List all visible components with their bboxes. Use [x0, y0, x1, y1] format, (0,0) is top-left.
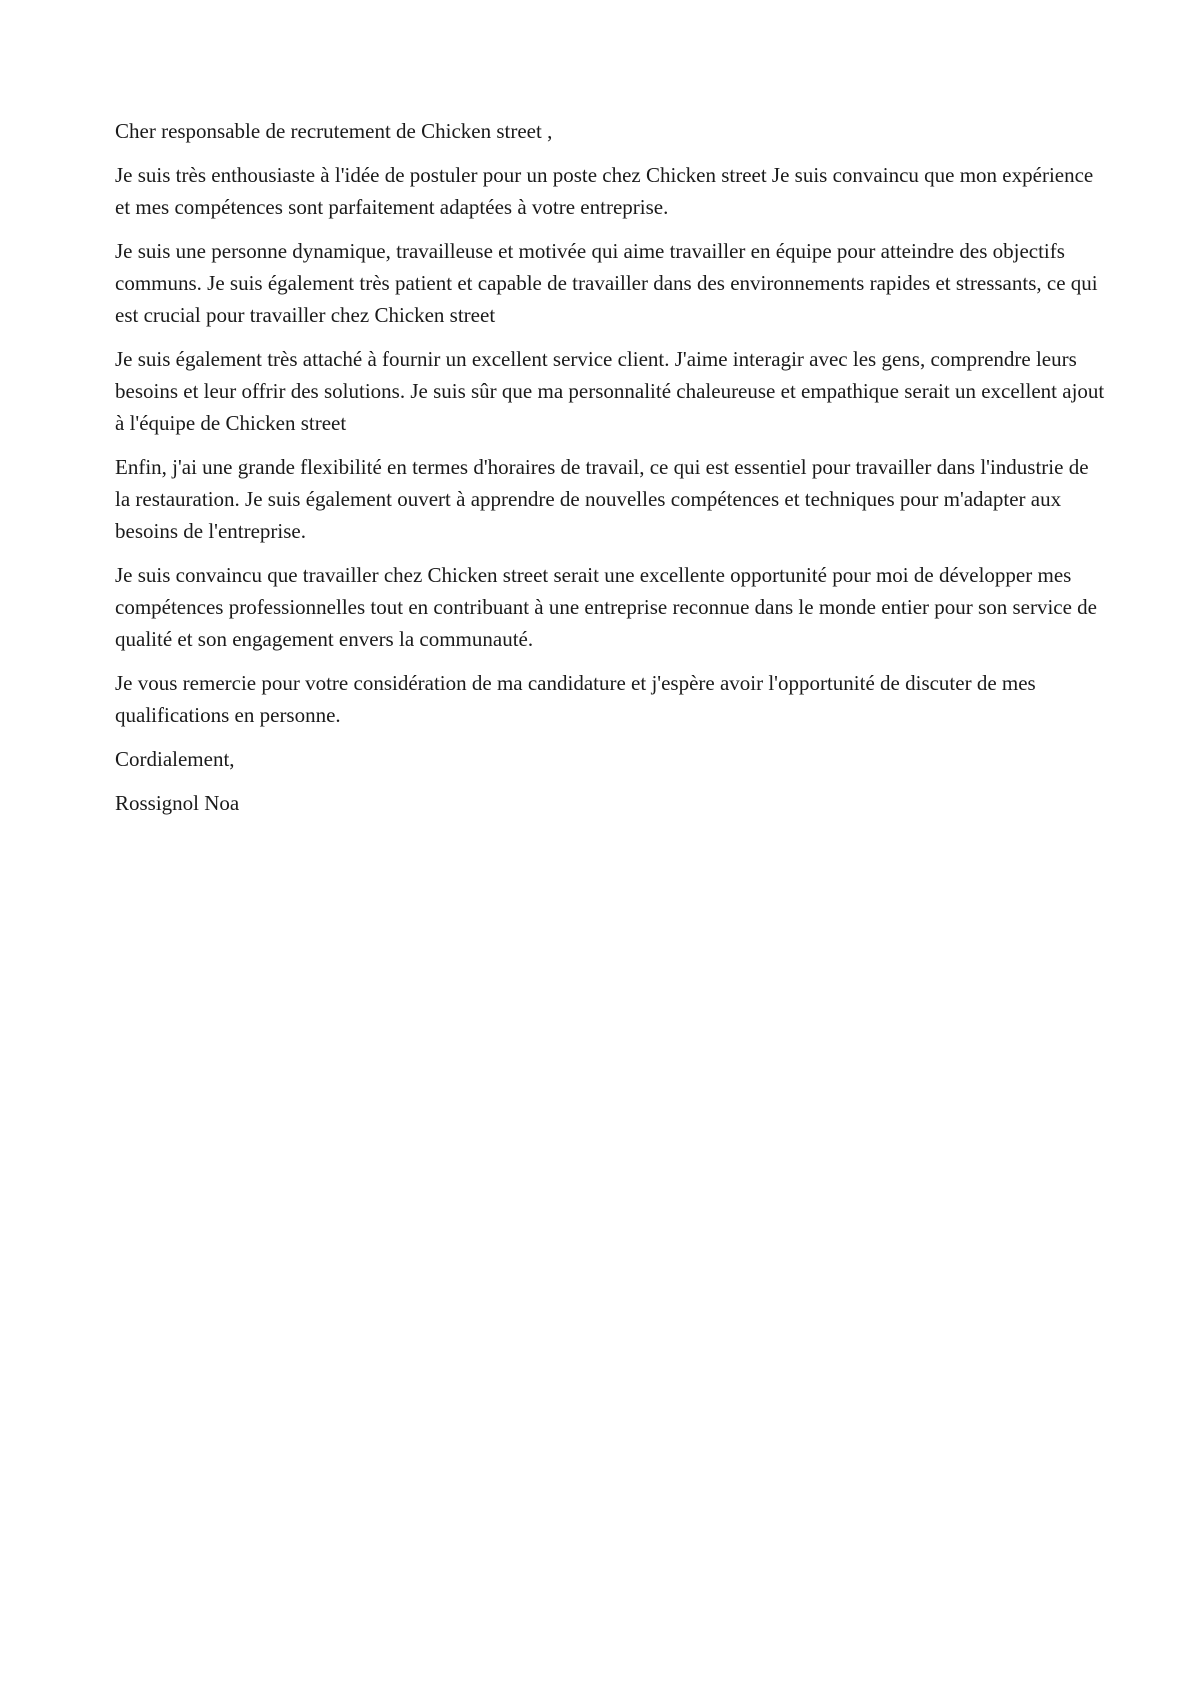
cover-letter	[115, 115, 1105, 831]
letter-paragraph-1: Je suis très enthousiaste à l'idée de postuler pour un poste chez Chicken street Je suis convaincu que mon expérience et mes compétences sont parfaitement adaptées à votre entreprise.	[115, 163, 1094, 219]
letter-paragraph-3: Je suis également très attaché à fournir un excellent service client. J'aime interagir avec les gens, comprendre leurs besoins et leur offrir des solutions. Je suis sûr que ma personnalité chaleureuse et empathique serait un excellent ajout à l'équipe de Chicken street	[115, 347, 1105, 435]
letter-paragraph-5: Je suis convaincu que travailler chez Chicken street serait une excellente opportunité pour moi de développer mes compétences professionnelles tout en contribuant à une entreprise reconnue dans le monde entier pour son service de qualité et son engagement envers la communauté.	[115, 563, 1097, 651]
letter-paragraph-2: Je suis une personne dynamique, travailleuse et motivée qui aime travailler en équipe pour atteindre des objectifs communs. Je suis également très patient et capable de travailler dans des environnements rapides et stressants, ce qui est crucial pour travailler chez Chicken street	[115, 239, 1098, 327]
letter-closing: Cordialement,	[115, 747, 235, 771]
letter-paragraph-4: Enfin, j'ai une grande flexibilité en termes d'horaires de travail, ce qui est essentiel pour travailler dans l'industrie de la restauration. Je suis également ouvert à apprendre de nouvelles compétences et techniques pour m'adapter aux besoins de l'entreprise.	[115, 455, 1089, 543]
letter-paragraph-6: Je vous remercie pour votre considération de ma candidature et j'espère avoir l'opportunité de discuter de mes qualifications en personne.	[115, 671, 1036, 727]
letter-signature: Rossignol Noa	[115, 791, 240, 815]
letter-greeting: Cher responsable de recrutement de Chicken street ,	[115, 119, 553, 143]
